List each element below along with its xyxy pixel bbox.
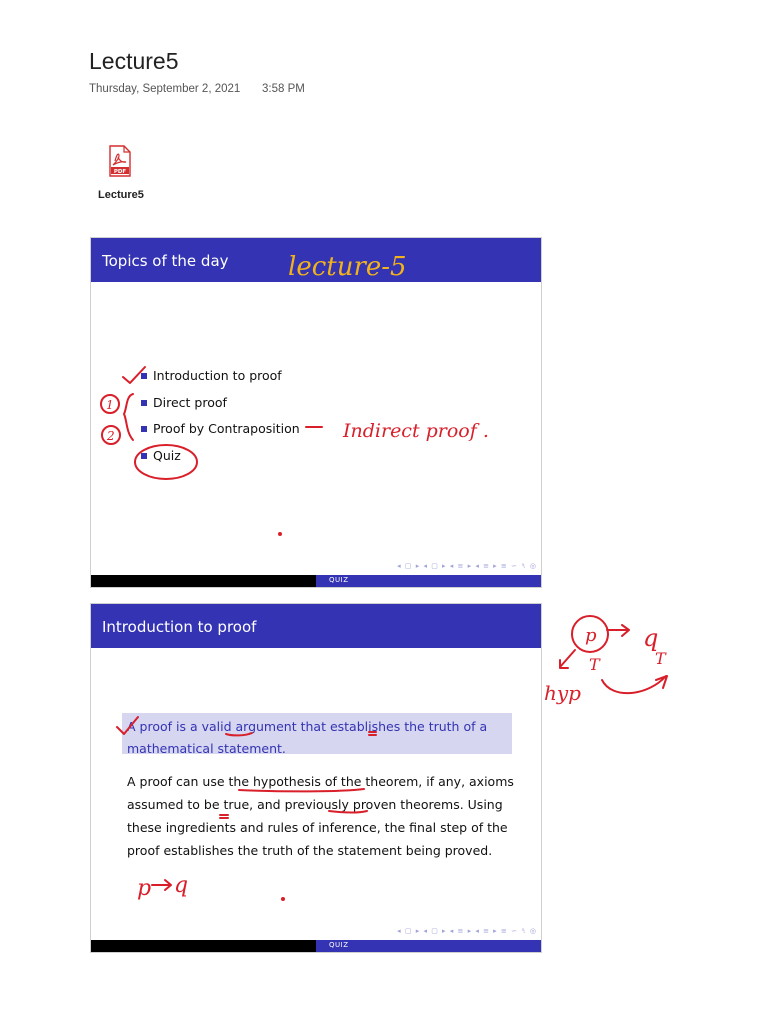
list-item: Proof by Contraposition	[141, 421, 300, 448]
definition-block	[122, 713, 512, 754]
slide-footer	[91, 940, 541, 952]
slide-title: Introduction to proof	[102, 618, 257, 636]
footer-label: QUIZ	[329, 576, 349, 584]
note-time: 3:58 PM	[262, 83, 305, 95]
beamer-nav-icons: ◂ ▢ ▸ ◂ ▢ ▸ ◂ ≡ ▸ ◂ ≡ ▸ ≡ ∽ ৭ ◎	[397, 562, 537, 570]
attachment-label: Lecture5	[98, 189, 144, 201]
svg-text:p: p	[585, 625, 597, 646]
body-paragraph: A proof can use the hypothesis of the theorem, if any, axioms assumed to be true, and previously proven theorems. Using these ingredients and rules of inference, the final step of the proof establishes the truth of the statement being proved.	[127, 774, 514, 858]
bullet-square-icon	[141, 400, 147, 406]
svg-text:Indirect proof .: Indirect proof .	[343, 420, 489, 442]
slide-title: Topics of the day	[102, 252, 229, 270]
bullet-square-icon	[141, 426, 147, 432]
slide-footer	[91, 575, 541, 587]
note-title: Lecture5	[89, 48, 179, 74]
svg-text:hyp: hyp	[544, 681, 581, 705]
beamer-nav-icons: ◂ ▢ ▸ ◂ ▢ ▸ ◂ ≡ ▸ ◂ ≡ ▸ ≡ ∽ ৭ ◎	[397, 927, 537, 935]
topic-list	[141, 368, 300, 474]
list-item: Direct proof	[141, 395, 300, 422]
slide-header	[91, 604, 541, 648]
list-item: Quiz	[141, 448, 300, 475]
definition-text: A proof is a valid argument that establishes the truth of a mathematical statement.	[127, 719, 488, 756]
bullet-square-icon	[141, 373, 147, 379]
footer-label: QUIZ	[329, 941, 349, 949]
list-item: Introduction to proof	[141, 368, 300, 395]
svg-text:p: p	[137, 876, 152, 901]
svg-text:T: T	[655, 649, 666, 668]
p-circle-icon	[572, 616, 608, 652]
slide-introduction	[90, 603, 542, 953]
bullet-square-icon	[141, 453, 147, 459]
svg-text:q: q	[643, 624, 659, 652]
svg-text:T: T	[589, 655, 600, 674]
pdf-icon-text: PDF	[113, 168, 127, 175]
svg-text:2: 2	[107, 429, 115, 443]
svg-text:q: q	[174, 873, 189, 898]
note-date: Thursday, September 2, 2021	[89, 83, 241, 95]
pdf-file-icon	[108, 145, 132, 177]
slide-topics	[90, 237, 542, 588]
svg-text:lecture-5: lecture-5	[288, 252, 407, 282]
slide-header	[91, 238, 541, 282]
svg-text:1: 1	[106, 398, 114, 412]
